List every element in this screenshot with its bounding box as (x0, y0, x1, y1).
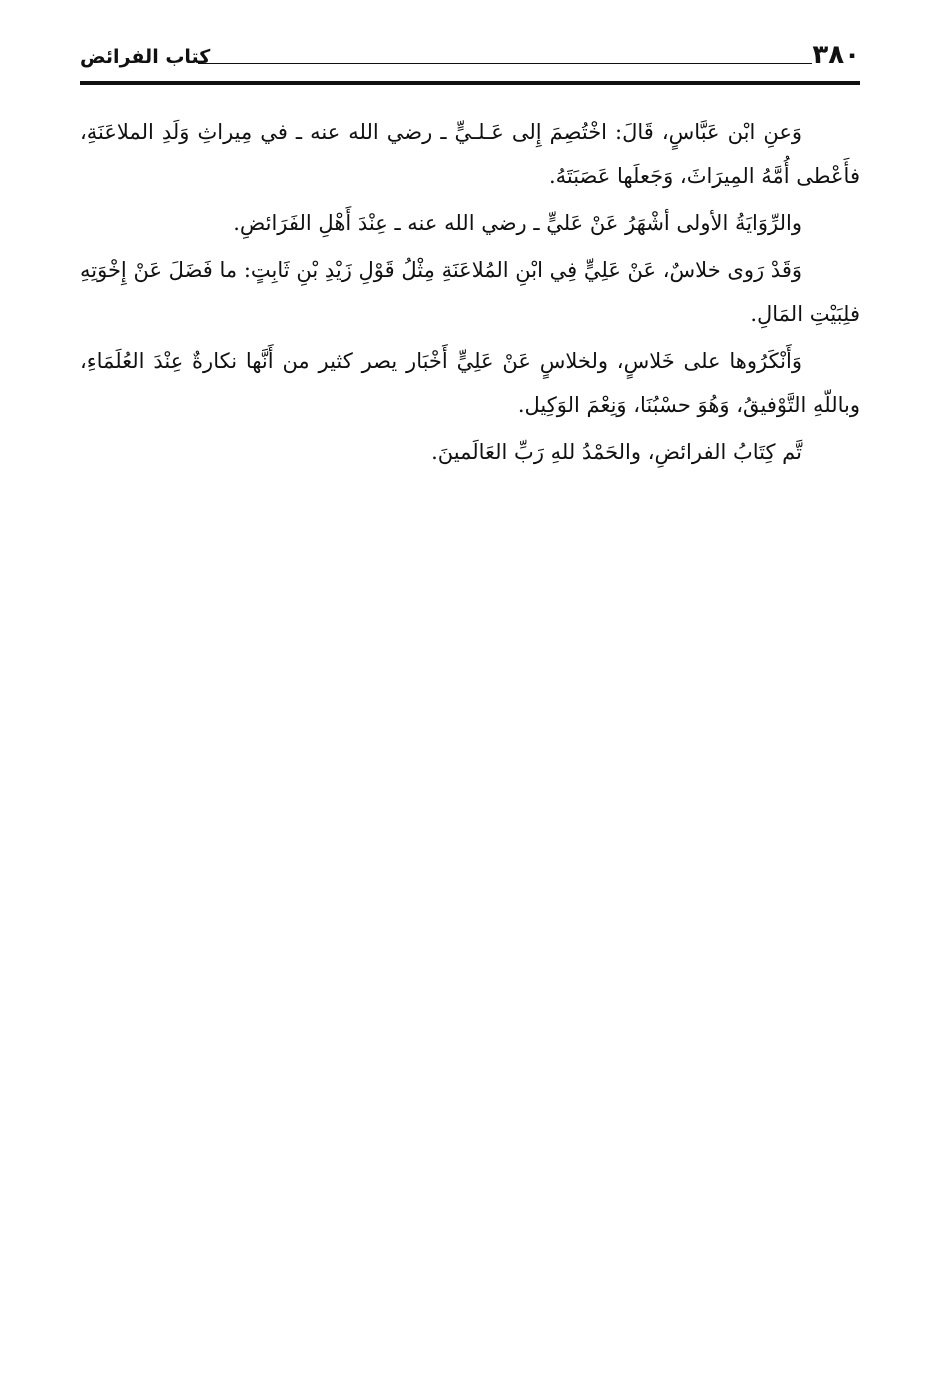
page-number: ٣٨٠ (812, 40, 860, 70)
closing-paragraph: تَّم كِتَابُ الفرائضِ، والحَمْدُ للهِ رَبِّ العَالَمينَ. (431, 440, 802, 464)
paragraph: والرِّوَايَةُ الأولى أشْهَرُ عَنْ عَليٍّ ـ رضي الله عنه ـ عِنْدَ أَهْلِ الفَرَائضِ. (233, 211, 802, 235)
paragraph: وَأَنْكَرُوها على خَلاسٍ، ولخلاسٍ عَنْ عَلِيٍّ أَخْبَار يصر كثير من أَنَّها نكارةٌ عِنْدَ العُلَمَاءِ، وباللّهِ التَّوْفيقُ، وَهُوَ حسْبُنَا، وَنِعْمَ الوَكِيل. (80, 349, 860, 417)
paragraph: وَقَدْ رَوى خلاسٌ، عَنْ عَلِيٍّ فِي ابْنِ المُلاعَنَةِ مِثْلُ قَوْلِ زَيْدِ بْنِ ثَابِتٍ: ما فَضَلَ عَنْ إِخْوَتِهِ فلِبَيْتِ المَالِ. (80, 258, 860, 326)
header-leader-line (198, 63, 812, 64)
running-title: كتاب الفرائض (80, 46, 211, 68)
paragraph: وَعنِ ابْن عَبَّاسٍ، قَالَ: اخْتُصِمَ إِلى عَـلـيٍّ ـ رضي الله عنه ـ في مِيراثِ وَلَدِ الملاعَنَةِ، فأَعْطى أُمَّهُ المِيرَاثَ، وَجَعلَها عَصَبَتَهُ. (80, 120, 860, 188)
main-text (80, 110, 860, 477)
running-header (80, 40, 860, 84)
header-rule (80, 81, 860, 85)
